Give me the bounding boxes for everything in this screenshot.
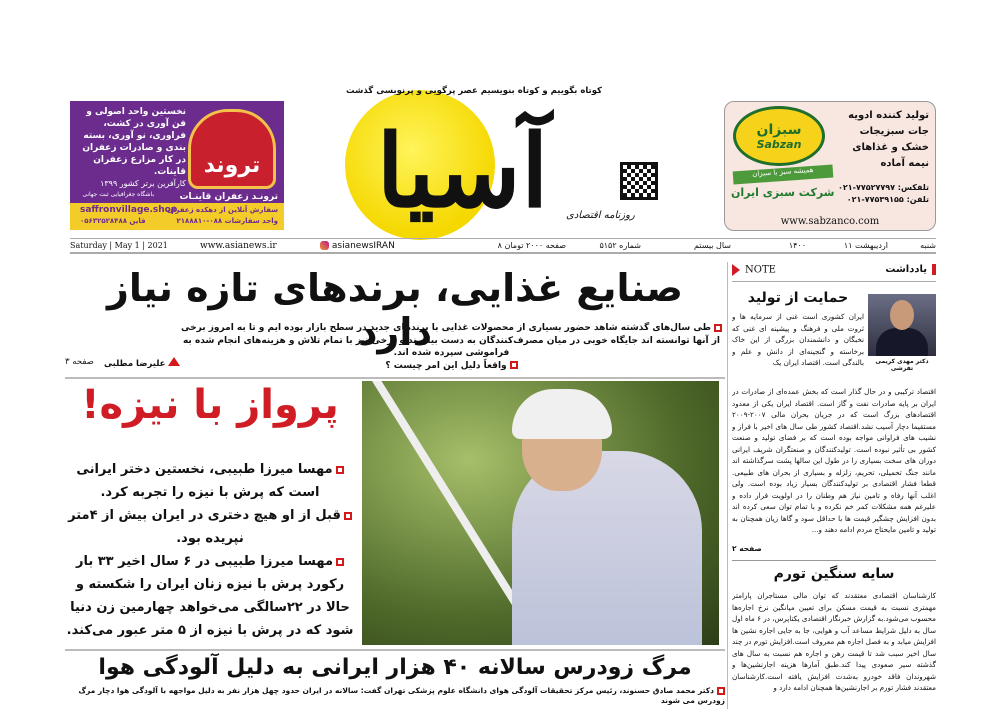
main-headline[interactable]: صنایع غذایی، برندهای تازه نیاز دارد — [106, 266, 684, 354]
pole-vaulter-photo — [362, 381, 719, 645]
bullet-icon — [714, 324, 722, 332]
bullet-icon — [510, 361, 518, 369]
instagram-name: asianewsIRAN — [331, 241, 395, 251]
note-section-bar — [732, 262, 936, 282]
bullet-icon — [344, 512, 352, 520]
ad-phones — [838, 182, 929, 206]
qr-code-icon[interactable] — [620, 162, 658, 200]
note-body: اقتصاد ترکیبی و در حال گذار است که بخش عمده‌ای از صادرات در ایران بر پایه صادرات نفت و گاز است. اقتصاد ایران یکی از معدود اقتصادهای بزرگ است که در جریان بحران مالی ۲۰۰۷-۲۰۰۹ مستقیما دچار آسیب نشد.اقتصاد کشور طی سال های اخیر با فراز و نشیب های فراوانی مواجه بوده است که بر فضای تولید و صنعت کشور بی تأثیر نبوده است. تولیدکنندگان و صنعتگران شریف ایرانی دوران های سخت بسیاری را در طول این سالها پشت سرگذاشته اند مانند جنگ تحمیلی، تحریم، زلزله و بسیاری از بحران های طبیعی. قطعا فشار اقتصادی بر تولیدکنندگان بسیار زیاد بوده است. ولی اغلب آنها رفاه و تامین نیاز هم وطنان را در اولویت قرار داده و علیرغم همه مشکلات کمر خم نکرده و با تمام توان سعی کرده اند بدون افزایش چشگیر قیمت ها با حداقل سود و گاها زیان همچنان به تولید و تامین مایحتاج مردم ادامه دهند و... — [732, 387, 936, 534]
page-reference[interactable]: صفحه ۳ — [65, 357, 94, 367]
note-page-reference[interactable]: صفحه ۲ — [732, 544, 762, 553]
ad-contact-strip — [70, 203, 284, 230]
side-story-body — [65, 458, 355, 642]
issue-volume: سال بیستم — [693, 241, 731, 250]
author-name: علیرضا مطلبی — [104, 359, 166, 369]
ad-phone: قاین ۰۵۶۳۲۵۲۸۴۸۸ — [80, 217, 146, 225]
author-suit — [876, 328, 928, 356]
issue-date: ۱۱ اردیبهشت — [843, 241, 888, 250]
divider — [732, 560, 936, 561]
athlete-headscarf — [512, 389, 612, 439]
ad-company: شرکت سبزی ایران — [731, 186, 835, 199]
masthead-subtitle: روزنامه اقتصادی — [566, 210, 635, 221]
ad-slogan: همیشه سبز با سبزان — [733, 165, 834, 185]
note-body: ایران کشوری است غنی از سرمایه ها و ثروت ملی و فرهنگ و پیشینه ای غنی که نخبگان و دانشمندان بزرگی از این خاک برخاسته و گنجینه‌ای از دانش و علم و بالندگی است. اقتصاد ایران یک — [732, 312, 864, 367]
issue-day: شنبه — [920, 241, 936, 250]
section-label-fa: یادداشت — [885, 264, 936, 275]
masthead-logo: آسیا — [376, 112, 549, 230]
column-rule — [727, 262, 728, 709]
bottom-lead-text: دکتر محمد صادق حسنوند، رئیس مرکز تحقیقات آلودگی هوای دانشگاه علوم پزشکی تهران گفت: سالانه در ایران حدود چهل هزار نفر به دلیل مواجهه با آلودگی هوا دچار مرگ زودرس می شوند — [78, 686, 725, 705]
note-title[interactable]: حمایت از تولید — [747, 290, 849, 306]
masthead-slogan: کوتاه بگوییم و کوتاه بنویسیم عصر پرگویی و پرنویسی گذشت — [346, 86, 602, 96]
lead-question: واقعاً دلیل این امر چیست ؟ — [385, 360, 507, 371]
inflation-title[interactable]: سایه سنگین تورم — [773, 566, 895, 582]
issue-info-bar — [70, 238, 936, 254]
trond-logo: تروند — [188, 109, 276, 189]
triangle-icon — [168, 357, 180, 366]
side-headline[interactable]: پرواز با نیزه! — [81, 382, 339, 428]
side-bullet: قبل از او هیچ دختری در ایران بیش از ۴متر نپریده بود. — [68, 508, 341, 546]
author-face — [890, 300, 914, 330]
author-byline — [104, 357, 180, 369]
bottom-lead — [65, 686, 725, 706]
ad-order-online: سفارش آنلاین از دهکده زعفران — [167, 206, 278, 214]
logo-en: Sabzan — [756, 137, 802, 151]
bullet-icon — [717, 687, 725, 695]
divider — [65, 649, 725, 651]
ad-brand: ترونـد زعفران قاینـات — [179, 192, 278, 202]
sabzan-advertisement[interactable] — [724, 101, 936, 231]
saffron-advertisement[interactable] — [70, 101, 284, 230]
instagram-icon — [320, 241, 329, 250]
instagram-handle[interactable] — [320, 241, 395, 251]
main-lead — [178, 322, 725, 372]
issue-pages-price: ۸ صفحه ۲۰۰۰ تومان — [497, 241, 566, 250]
lead-text: طی سال‌های گذشته شاهد حضور بسیاری از محصولات غذایی با برندهای جدید در سطح بازار بوده ایم و تا به امروز برخی از آنها توانسته اند جایگاه خوبی در میان مصرف‌کنندگان به دست بیاورند و برخی نیز با تمام تلاش و هزینه‌های انجام شده به فراموشی سپرده شده اند. — [181, 323, 721, 358]
issue-date-en: Saturday | May 1 | 2021 — [70, 241, 168, 250]
website-link[interactable]: www.asianews.ir — [200, 241, 277, 251]
ad-text: نخستین واحد اصولی و فن آوری در کشت، فراوری، نو آوری، بسته بندی و صادرات زعفران در کار مزارع زعفران قاینات. — [82, 107, 186, 177]
author-caption: دکتر مهدی کریمی تفرشی — [875, 358, 929, 372]
ad-member: باشگاه جغرافیایی ثبت جهانی — [82, 191, 154, 198]
side-bullet: مهسا میرزا طبیبی در ۶ سال اخیر ۳۳ بار رکورد پرش با نیزه زنان ایران را شکسته و حالا در ۲۲سالگی می‌خواهد چهارمین زن دنیا شود که در پرش با نیزه از ۵ متر عبور می‌کند. — [66, 554, 354, 638]
issue-year: ۱۴۰۰ — [788, 241, 806, 250]
section-label-en: NOTE — [732, 264, 776, 276]
bullet-icon — [336, 466, 344, 474]
bullet-icon — [336, 558, 344, 566]
ad-award: کارآفرین برتر کشور ۱۳۹۹ — [100, 179, 186, 188]
inflation-body: کارشناسان اقتصادی معتقدند که توان مالی مستاجران پارامتر مهمتری نسبت به قیمت مسکن برای تعیین میانگین نرخ اجاره‌ها محسوب می‌شود.به گزارش خبرنگار اقتصادی یکتاپرس، در ۶ ماه اول سال به دلیل شرایط مساعد آب و هوایی، جا به جایی اجاره نشین ها افزایش میابد و به فصل اجاره هم معروف است.افزایش تورم در چند سال اخیر سبب شد تا قیمت رهن و اجاره هم نسبت به سال های گذشته سیر صعودی پیدا کند.طبق آمارها هزینه اجارنشین‌ها و شهروندان فاقد خودرو به‌شدت افزایش یافته است.کارشناسان معتقدند فشار تورم بر اجارنشین‌ها همچنان ادامه دارد و — [732, 591, 936, 692]
ad-tel: تلفن: ۷۷۵۳۹۱۵۵-۰۲۱ — [846, 195, 929, 204]
bottom-headline[interactable]: مرگ زودرس سالانه ۴۰ هزار ایرانی به دلیل آلودگی هوا — [98, 655, 692, 680]
side-bullet: مهسا میرزا طبیبی، نخستین دختر ایرانی است که پرش با نیزه را تجربه کرد. — [76, 462, 333, 500]
ad-text: تولید کننده ادویه جات سبزیجات خشک و غذاهای نیمه آماده — [848, 110, 929, 169]
author-photo — [868, 294, 936, 356]
ad-shop-url: saffronvillage.shop — [80, 205, 178, 215]
issue-number: شماره ۵۱۵۲ — [599, 241, 641, 250]
ad-url[interactable]: www.sabzanco.com — [780, 216, 880, 227]
ad-fax: تلفکس: ۷۷۵۲۷۷۹۷-۰۲۱ — [837, 183, 929, 192]
sabzan-logo — [733, 106, 825, 166]
divider — [65, 377, 725, 379]
ad-order-unit: واحد سفارشات ۰۸۸-۲۱۸۸۸۱۰ — [176, 217, 278, 225]
logo-fa: سبزان — [756, 121, 802, 138]
